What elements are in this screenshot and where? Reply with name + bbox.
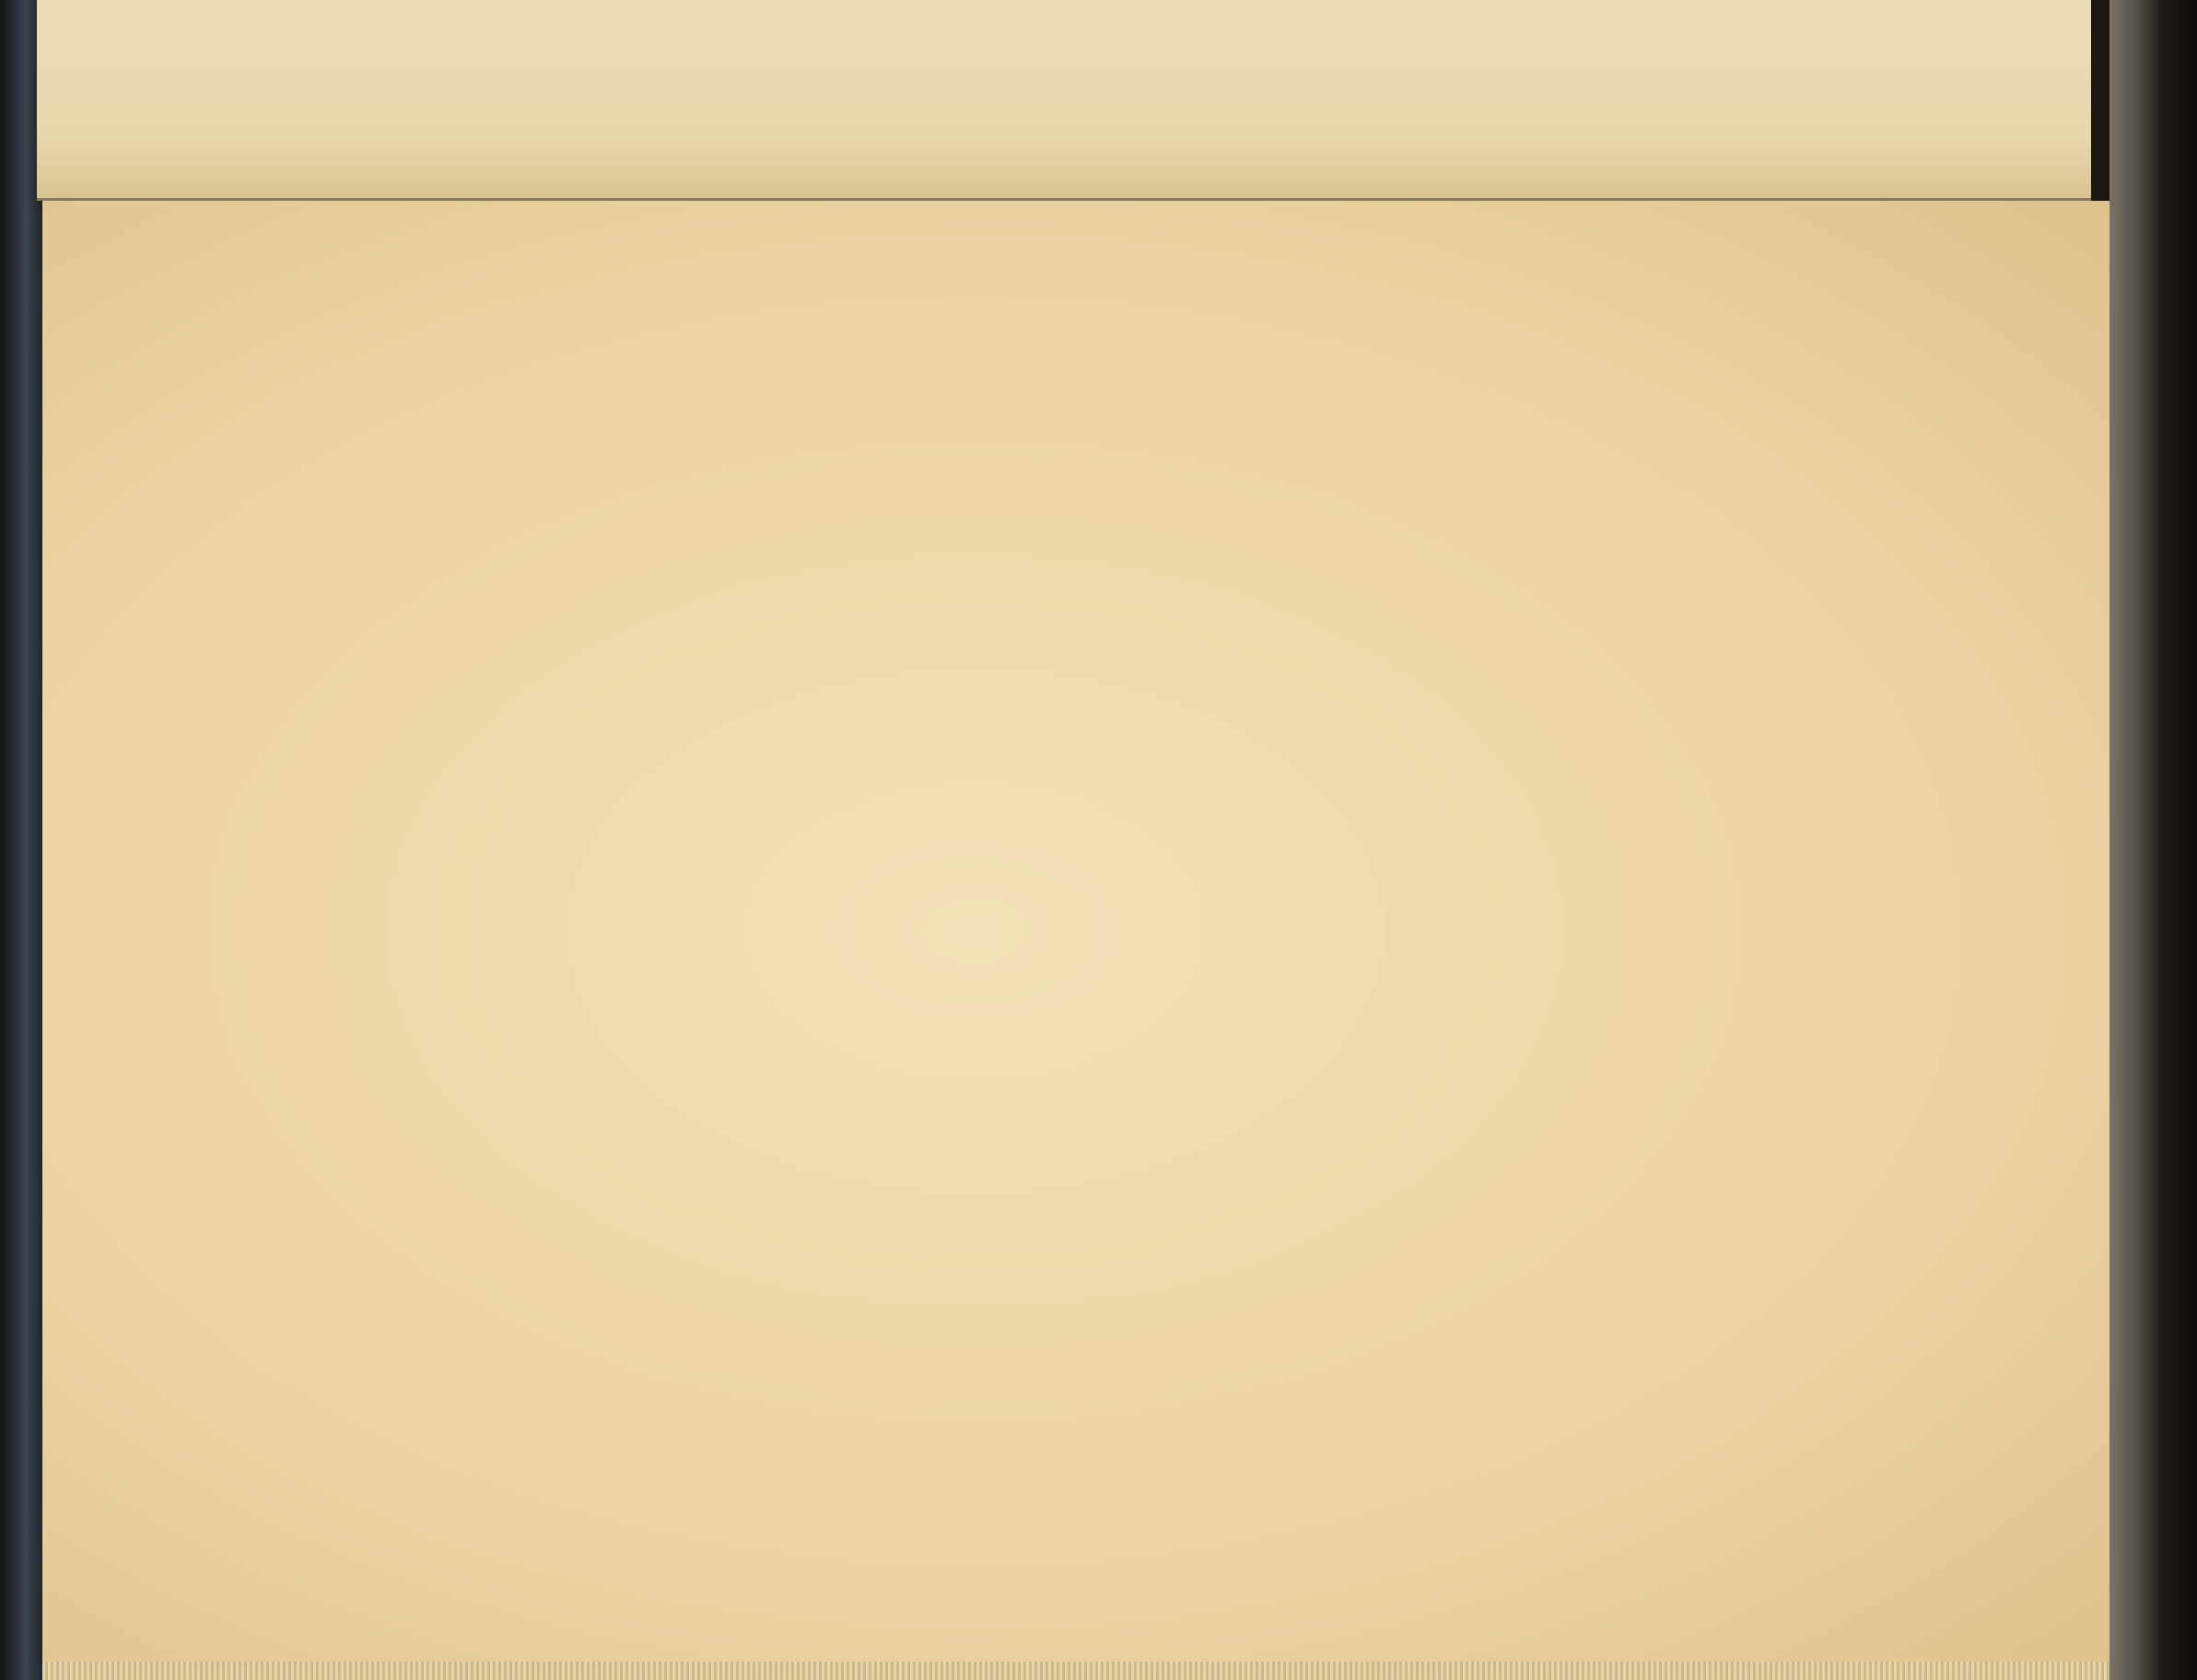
page-stack-edge (42, 1662, 2115, 1680)
book-binding (0, 0, 42, 1680)
facing-page (37, 0, 2091, 201)
book-page (42, 201, 2117, 1662)
book-cover-edge (2109, 0, 2197, 1680)
